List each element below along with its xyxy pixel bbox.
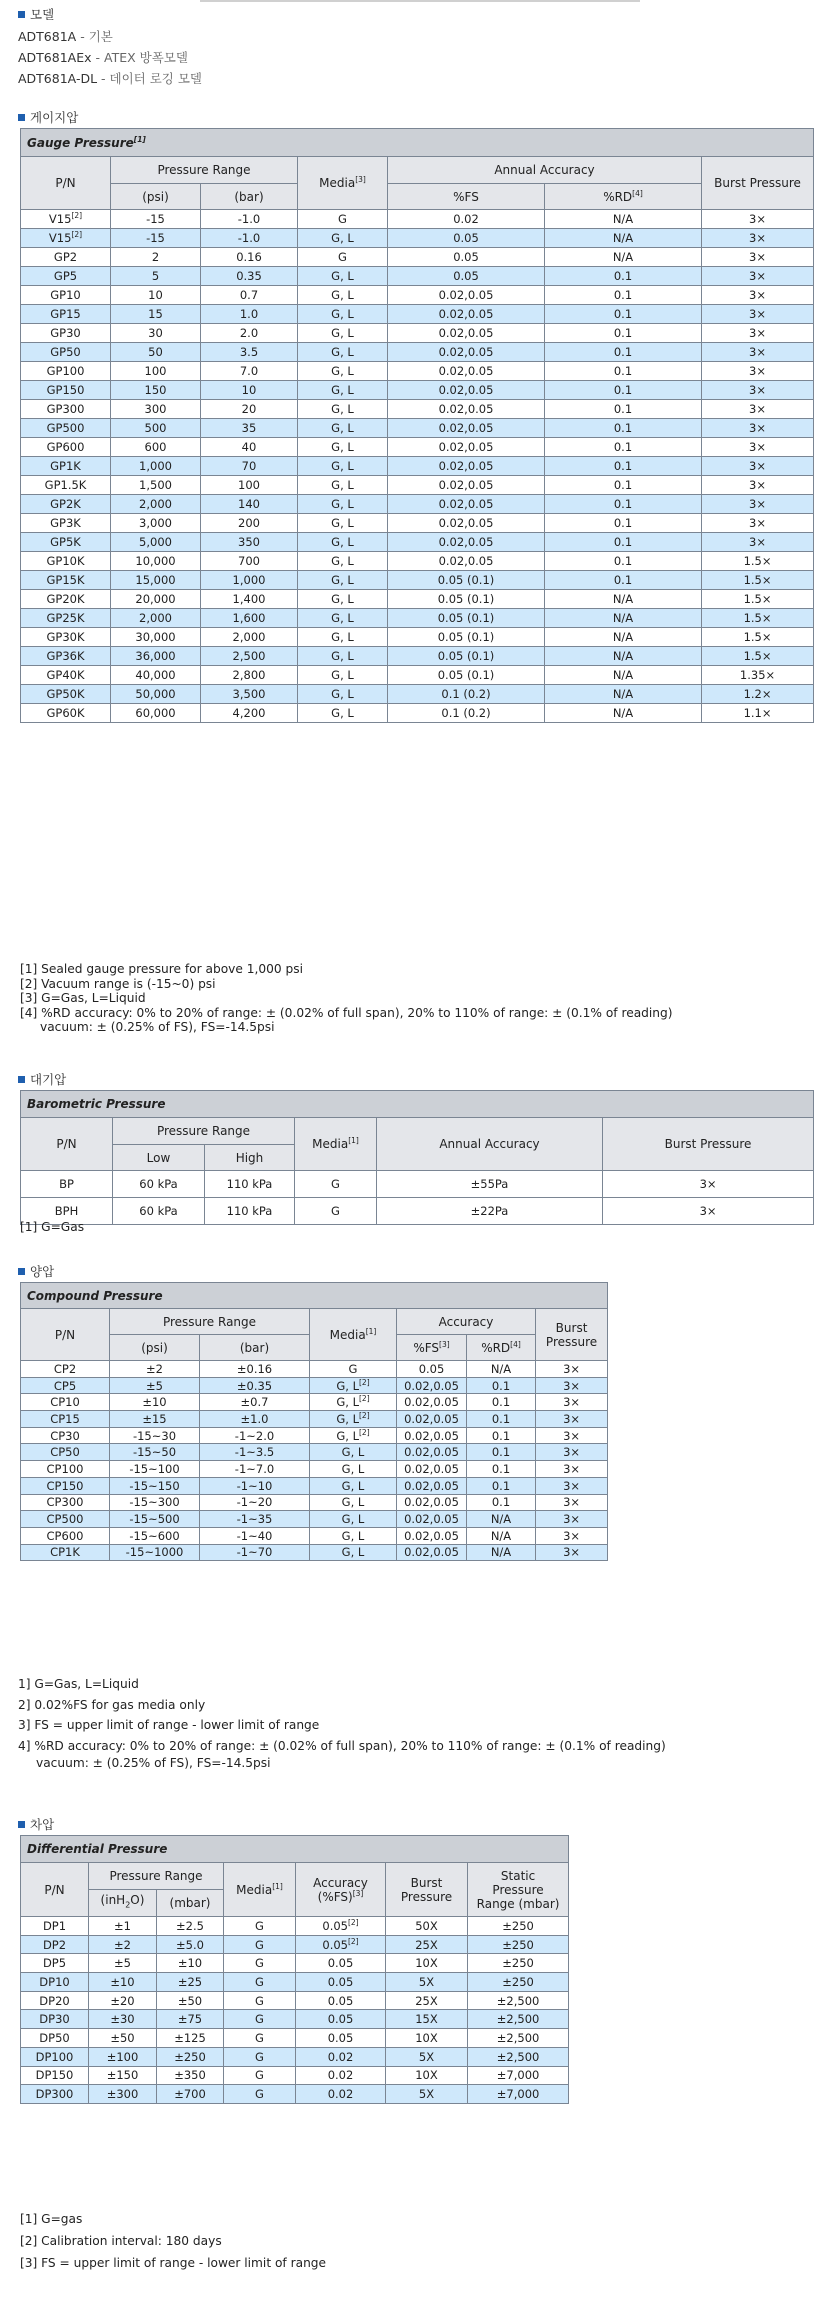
footnote: [1] G=Gas — [20, 1220, 85, 1234]
col-accuracy: Accuracy — [397, 1309, 536, 1335]
models-heading: 모델 — [18, 5, 54, 23]
table-row: DP30 ±30 ±75 G 0.05 15X ±2,500 — [21, 2010, 569, 2029]
col-rd: %RD[4] — [545, 184, 702, 210]
col-annual-accuracy: Annual Accuracy — [377, 1118, 603, 1171]
table-row: GP15 15 1.0 G, L 0.02,0.05 0.1 3× — [21, 305, 814, 324]
table-row: GP60K 60,000 4,200 G, L 0.1 (0.2) N/A 1.1× — [21, 704, 814, 723]
differential-notes — [20, 2208, 326, 2274]
col-inh2o: (inH$_2$O) — [89, 1890, 157, 1917]
col-bar: (bar) — [201, 184, 298, 210]
col-low: Low — [113, 1145, 205, 1171]
table-row: GP100 100 7.0 G, L 0.02,0.05 0.1 3× — [21, 362, 814, 381]
table-row: V15[2] -15 -1.0 G 0.02 N/A 3× — [21, 210, 814, 229]
compound-pressure-table — [20, 1282, 608, 1561]
table-row: GP5K 5,000 350 G, L 0.02,0.05 0.1 3× — [21, 533, 814, 552]
table-caption: Compound Pressure — [21, 1283, 608, 1309]
table-row: CP1K -15~1000 -1~70 G, L 0.02,0.05 N/A 3× — [21, 1544, 608, 1561]
col-media: Media[1] — [310, 1309, 397, 1361]
col-burst: Burst Pressure — [702, 157, 814, 210]
table-row: GP30K 30,000 2,000 G, L 0.05 (0.1) N/A 1.5× — [21, 628, 814, 647]
table-row: GP15K 15,000 1,000 G, L 0.05 (0.1) 0.1 1.5× — [21, 571, 814, 590]
table-row: GP1.5K 1,500 100 G, L 0.02,0.05 0.1 3× — [21, 476, 814, 495]
col-rd: %RD[4] — [467, 1335, 536, 1361]
col-pn: P/N — [21, 1309, 110, 1361]
table-row: BP 60 kPa 110 kPa G ±55Pa 3× — [21, 1171, 814, 1198]
table-row: DP20 ±20 ±50 G 0.05 25X ±2,500 — [21, 1991, 569, 2010]
footnote: [1] G=gas — [20, 2212, 83, 2226]
square-bullet-icon — [18, 11, 25, 18]
table-row: CP600 -15~600 -1~40 G, L 0.02,0.05 N/A 3× — [21, 1527, 608, 1544]
table-row: DP5 ±5 ±10 G 0.05 10X ±250 — [21, 1954, 569, 1973]
table-row: DP100 ±100 ±250 G 0.02 5X ±2,500 — [21, 2047, 569, 2066]
col-media: Media[1] — [295, 1118, 377, 1171]
square-bullet-icon — [18, 1268, 25, 1275]
table-row: GP10 10 0.7 G, L 0.02,0.05 0.1 3× — [21, 286, 814, 305]
col-pressure-range: Pressure Range — [110, 1309, 310, 1335]
col-burst: Burst Pressure — [386, 1863, 468, 1917]
table-row: GP25K 2,000 1,600 G, L 0.05 (0.1) N/A 1.5× — [21, 609, 814, 628]
square-bullet-icon — [18, 114, 25, 121]
col-pressure-range: Pressure Range — [111, 157, 298, 184]
top-divider — [200, 0, 640, 2]
model-item: ADT681A-DL - 데이터 로깅 모델 — [18, 71, 202, 86]
gauge-notes — [20, 962, 673, 1035]
table-row: DP300 ±300 ±700 G 0.02 5X ±7,000 — [21, 2085, 569, 2104]
table-row: GP2K 2,000 140 G, L 0.02,0.05 0.1 3× — [21, 495, 814, 514]
footnote: [4] %RD accuracy: 0% to 20% of range: ± (0.02% of full span), 20% to 110% of range: ± (0.1% of reading) — [20, 1005, 673, 1020]
table-row: GP1K 1,000 70 G, L 0.02,0.05 0.1 3× — [21, 457, 814, 476]
table-row: DP2 ±2 ±5.0 G 0.05[2] 25X ±250 — [21, 1935, 569, 1954]
model-list — [18, 26, 202, 89]
col-media: Media[1] — [224, 1863, 296, 1917]
table-row: GP50K 50,000 3,500 G, L 0.1 (0.2) N/A 1.2× — [21, 685, 814, 704]
footnote: [1] Sealed gauge pressure for above 1,000 psi — [20, 962, 304, 976]
col-fs: %FS[3] — [397, 1335, 467, 1361]
table-row: GP3K 3,000 200 G, L 0.02,0.05 0.1 3× — [21, 514, 814, 533]
col-psi: (psi) — [111, 184, 201, 210]
table-row: DP150 ±150 ±350 G 0.02 10X ±7,000 — [21, 2066, 569, 2085]
footnote: [2] Calibration interval: 180 days — [20, 2234, 222, 2248]
differential-heading: 차압 — [18, 1815, 54, 1833]
table-row: GP10K 10,000 700 G, L 0.02,0.05 0.1 1.5× — [21, 552, 814, 571]
compound-heading: 양압 — [18, 1262, 54, 1280]
table-row: CP500 -15~500 -1~35 G, L 0.02,0.05 N/A 3× — [21, 1511, 608, 1528]
table-row: CP15 ±15 ±1.0 G, L[2] 0.02,0.05 0.1 3× — [21, 1411, 608, 1428]
col-psi: (psi) — [110, 1335, 200, 1361]
gauge-pressure-table — [20, 128, 814, 723]
differential-pressure-table — [20, 1835, 569, 2104]
footnote: 3] FS = upper limit of range - lower limit of range — [18, 1718, 320, 1732]
table-row: GP36K 36,000 2,500 G, L 0.05 (0.1) N/A 1.5× — [21, 647, 814, 666]
footnote: [3] G=Gas, L=Liquid — [20, 991, 146, 1005]
table-row: GP600 600 40 G, L 0.02,0.05 0.1 3× — [21, 438, 814, 457]
col-media: Media[3] — [298, 157, 388, 210]
col-bar: (bar) — [200, 1335, 310, 1361]
square-bullet-icon — [18, 1821, 25, 1828]
table-row: GP40K 40,000 2,800 G, L 0.05 (0.1) N/A 1.35× — [21, 666, 814, 685]
table-row: CP50 -15~50 -1~3.5 G, L 0.02,0.05 0.1 3× — [21, 1444, 608, 1461]
col-static: Static Pressure Range (mbar) — [468, 1863, 569, 1917]
model-item: ADT681A - 기본 — [18, 29, 113, 44]
table-row: CP300 -15~300 -1~20 G, L 0.02,0.05 0.1 3× — [21, 1494, 608, 1511]
col-fs: %FS — [388, 184, 545, 210]
table-row: GP150 150 10 G, L 0.02,0.05 0.1 3× — [21, 381, 814, 400]
table-row: DP1 ±1 ±2.5 G 0.05[2] 50X ±250 — [21, 1917, 569, 1936]
table-row: CP10 ±10 ±0.7 G, L[2] 0.02,0.05 0.1 3× — [21, 1394, 608, 1411]
footnote: 2] 0.02%FS for gas media only — [18, 1697, 206, 1712]
table-row: DP50 ±50 ±125 G 0.05 10X ±2,500 — [21, 2029, 569, 2048]
table-row: BPH 60 kPa 110 kPa G ±22Pa 3× — [21, 1198, 814, 1225]
col-high: High — [205, 1145, 295, 1171]
table-row: CP5 ±5 ±0.35 G, L[2] 0.02,0.05 0.1 3× — [21, 1377, 608, 1394]
table-row: GP20K 20,000 1,400 G, L 0.05 (0.1) N/A 1.5× — [21, 590, 814, 609]
table-caption: Gauge Pressure[1] — [21, 129, 814, 157]
table-row: CP2 ±2 ±0.16 G 0.05 N/A 3× — [21, 1361, 608, 1378]
footnote: [3] FS = upper limit of range - lower limit of range — [20, 2256, 327, 2270]
table-row: GP5 5 0.35 G, L 0.05 0.1 3× — [21, 267, 814, 286]
barometric-notes — [20, 1220, 84, 1235]
table-row: V15[2] -15 -1.0 G, L 0.05 N/A 3× — [21, 229, 814, 248]
table-row: GP300 300 20 G, L 0.02,0.05 0.1 3× — [21, 400, 814, 419]
model-item: ADT681AEx - ATEX 방폭모델 — [18, 50, 188, 65]
table-row: GP50 50 3.5 G, L 0.02,0.05 0.1 3× — [21, 343, 814, 362]
footnote: 1] G=Gas, L=Liquid — [18, 1677, 139, 1691]
table-row: CP100 -15~100 -1~7.0 G, L 0.02,0.05 0.1 3× — [21, 1461, 608, 1478]
table-caption: Barometric Pressure — [21, 1091, 814, 1118]
col-burst: Burst Pressure — [536, 1309, 608, 1361]
footnote: vacuum: ± (0.25% of FS), FS=-14.5psi — [40, 1020, 275, 1034]
col-pn: P/N — [21, 1118, 113, 1171]
square-bullet-icon — [18, 1076, 25, 1083]
col-mbar: (mbar) — [157, 1890, 224, 1917]
col-annual-accuracy: Annual Accuracy — [388, 157, 702, 184]
col-burst: Burst Pressure — [603, 1118, 814, 1171]
gauge-heading: 게이지압 — [18, 108, 78, 126]
table-row: DP10 ±10 ±25 G 0.05 5X ±250 — [21, 1973, 569, 1992]
barometric-pressure-table — [20, 1090, 814, 1225]
col-pressure-range: Pressure Range — [113, 1118, 295, 1145]
col-pn: P/N — [21, 1863, 89, 1917]
footnote: 4] %RD accuracy: 0% to 20% of range: ± (0.02% of full span), 20% to 110% of range: ± (0.1% of reading) — [18, 1738, 666, 1753]
compound-notes — [18, 1674, 666, 1770]
table-caption: Differential Pressure — [21, 1836, 569, 1863]
table-row: GP500 500 35 G, L 0.02,0.05 0.1 3× — [21, 419, 814, 438]
barometric-heading: 대기압 — [18, 1070, 66, 1088]
table-row: GP30 30 2.0 G, L 0.02,0.05 0.1 3× — [21, 324, 814, 343]
table-row: CP30 -15~30 -1~2.0 G, L[2] 0.02,0.05 0.1 3× — [21, 1427, 608, 1444]
table-row: CP150 -15~150 -1~10 G, L 0.02,0.05 0.1 3× — [21, 1477, 608, 1494]
table-row: GP2 2 0.16 G 0.05 N/A 3× — [21, 248, 814, 267]
col-pressure-range: Pressure Range — [89, 1863, 224, 1890]
footnote: [2] Vacuum range is (-15~0) psi — [20, 976, 216, 991]
col-pn: P/N — [21, 157, 111, 210]
col-accuracy: Accuracy (%FS)[3] — [296, 1863, 386, 1917]
footnote: vacuum: ± (0.25% of FS), FS=-14.5psi — [36, 1756, 271, 1770]
